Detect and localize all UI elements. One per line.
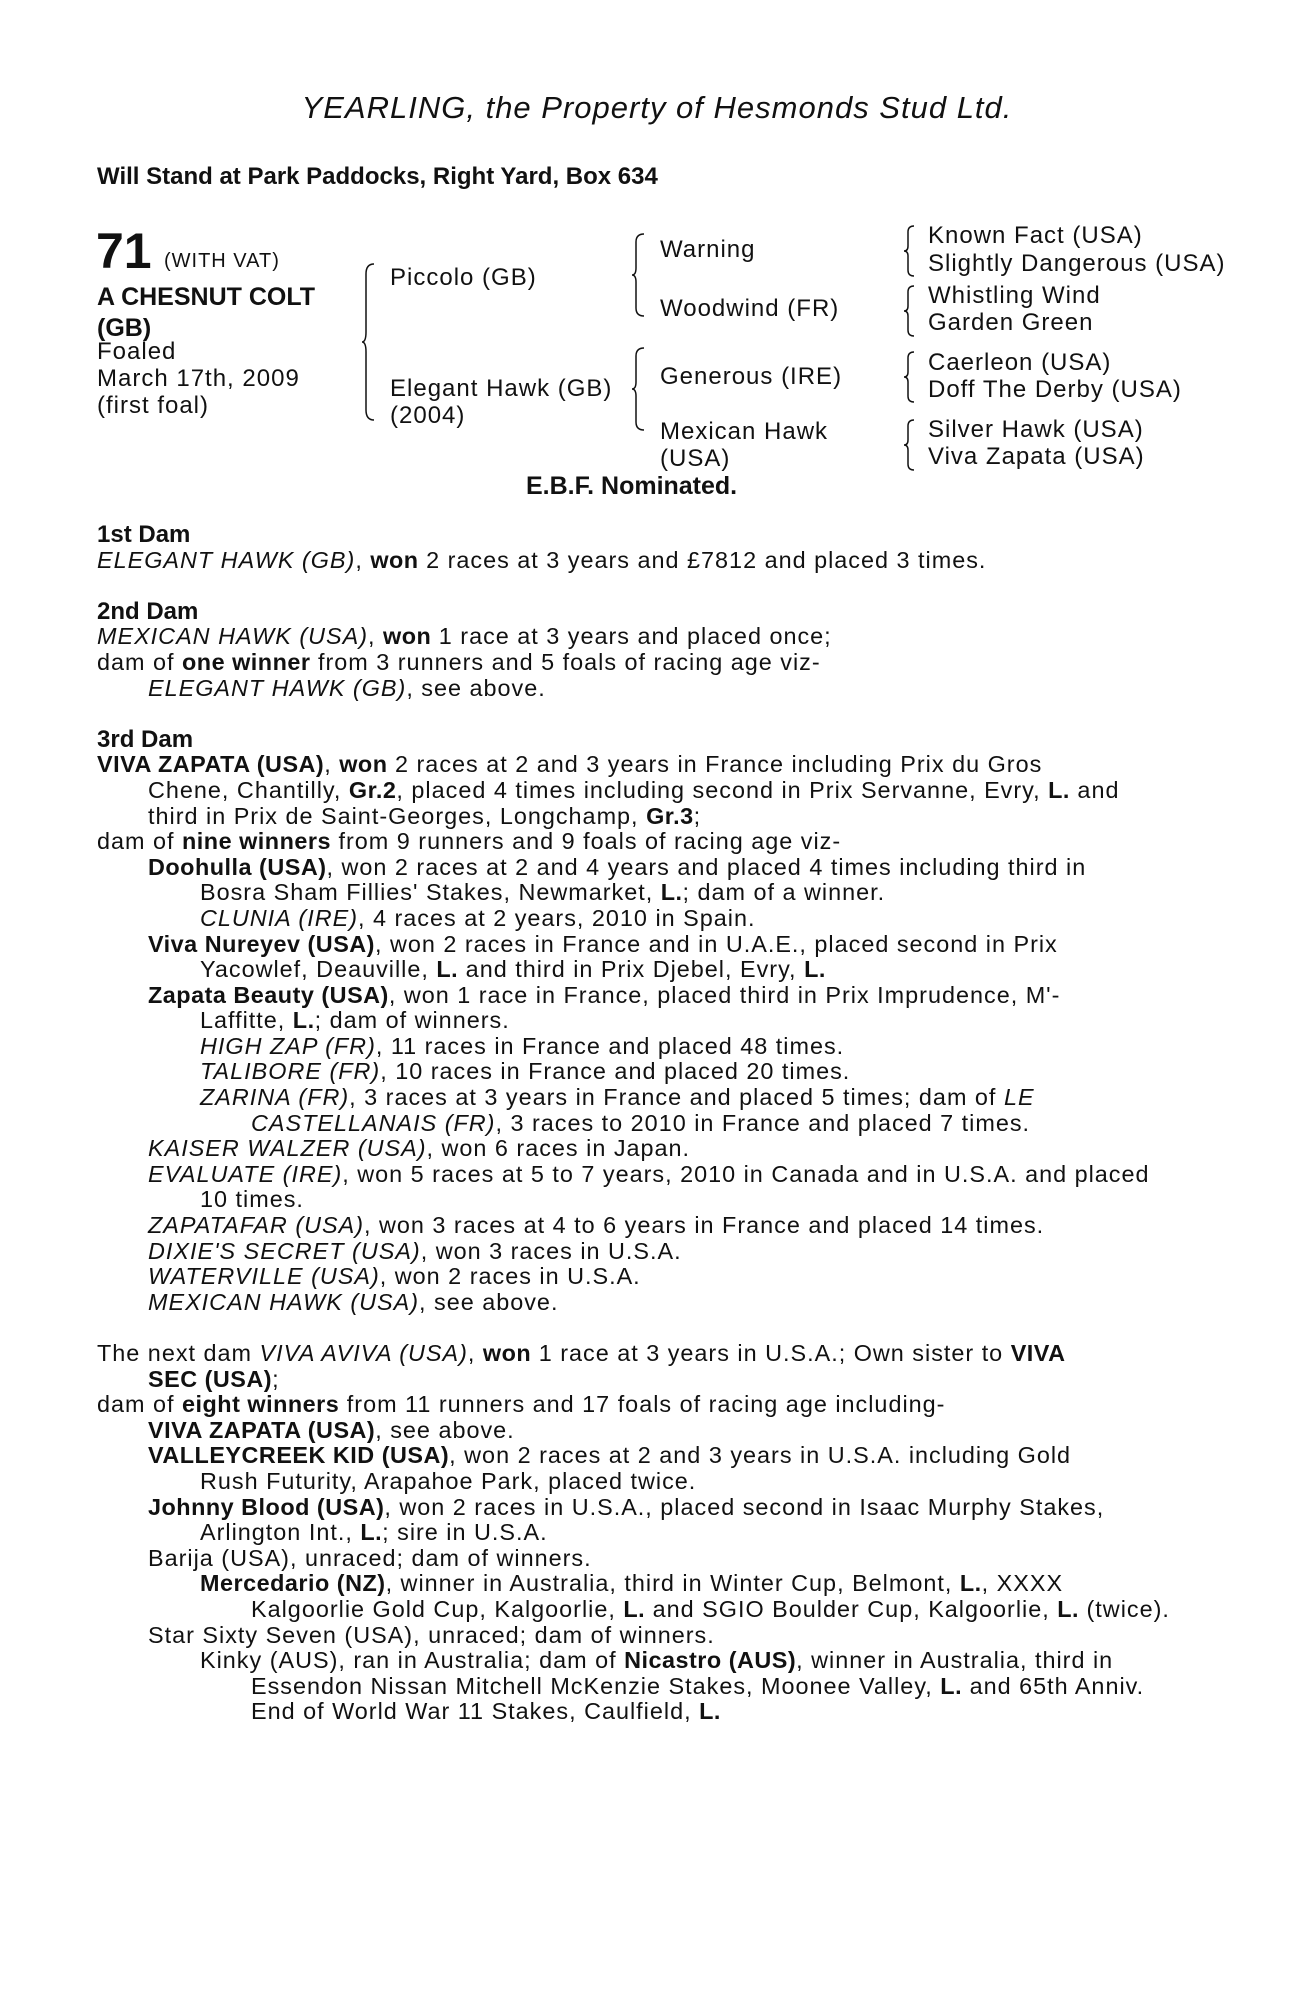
dam-dam-line-1: Mexican Hawk: [660, 418, 829, 445]
third-dam-line-14: ZARINA (FR), 3 races at 3 years in France and placed 5 times; dam of LE: [200, 1084, 1035, 1111]
lot-description: [97, 282, 315, 344]
dam-sire: Generous (IRE): [660, 363, 843, 390]
foaled-info: [97, 338, 300, 419]
next-dam-line-6: Rush Futurity, Arapahoe Park, placed twice.: [200, 1467, 697, 1494]
second-dam-line-2: dam of one winner from 3 runners and 5 foals of racing age viz-: [97, 648, 821, 675]
dam: [390, 375, 612, 429]
next-dam-line-5: VALLEYCREEK KID (USA), won 2 races at 2 and 3 years in U.S.A. including Gold: [148, 1442, 1072, 1469]
lot-number: 71: [96, 223, 152, 279]
second-dam-line-1: MEXICAN HAWK (USA), won 1 race at 3 years and placed once;: [97, 623, 832, 650]
third-dam-line-15: CASTELLANAIS (FR), 3 races to 2010 in France and placed 7 times.: [251, 1109, 1031, 1136]
ebf-nominated: E.B.F. Nominated.: [526, 472, 738, 500]
third-dam-line-6: Bosra Sham Fillies' Stakes, Newmarket, L.; dam of a winner.: [200, 879, 886, 906]
family-notes: [97, 522, 1207, 1725]
pedigree-brace-3d: [904, 418, 916, 472]
third-dam-line-18: 10 times.: [200, 1186, 304, 1213]
third-dam-line-13: TALIBORE (FR), 10 races in France and placed 20 times.: [200, 1058, 851, 1085]
next-dam-line-4: VIVA ZAPATA (USA), see above.: [148, 1416, 515, 1443]
dam-line-1: Elegant Hawk (GB): [390, 375, 613, 402]
dam-line-2: (2004): [390, 402, 466, 429]
next-dam-line-3: dam of eight winners from 11 runners and 17 foals of racing age including-: [97, 1391, 946, 1418]
sire-sire-dam: Slightly Dangerous (USA): [928, 250, 1226, 277]
third-dam-line-10: Zapata Beauty (USA), won 1 race in France, placed third in Prix Imprudence, M'-: [148, 981, 1061, 1008]
dam-dam-line-2: (USA): [660, 445, 731, 472]
third-dam-line-7: CLUNIA (IRE), 4 races at 2 years, 2010 in Spain.: [200, 904, 756, 931]
next-dam-line-10: Mercedario (NZ), winner in Australia, third in Winter Cup, Belmont, L., XXXX: [200, 1570, 1064, 1597]
vat-note: (WITH VAT): [164, 250, 280, 272]
pedigree-brace-2b: [632, 346, 646, 432]
page-header: YEARLING, the Property of Hesmonds Stud Ltd.: [301, 90, 1013, 125]
colt-line-2: (GB): [97, 314, 152, 342]
third-dam-line-9: Yacowlef, Deauville, L. and third in Prix Djebel, Evry, L.: [200, 956, 826, 983]
next-dam-line-15: End of World War 11 Stakes, Caulfield, L.: [251, 1698, 721, 1725]
next-dam-line-1: The next dam VIVA AVIVA (USA), won 1 race at 3 years in U.S.A.; Own sister to VIVA: [97, 1340, 1066, 1366]
foaled-line-1: Foaled: [97, 338, 177, 365]
third-dam-line-11: Laffitte, L.; dam of winners.: [200, 1007, 510, 1034]
next-dam-line-2: SEC (USA);: [148, 1365, 280, 1392]
third-dam-line-12: HIGH ZAP (FR), 11 races in France and placed 48 times.: [200, 1032, 845, 1059]
third-dam-line-19: ZAPATAFAR (USA), won 3 races at 4 to 6 years in France and placed 14 times.: [148, 1212, 1045, 1239]
third-dam-line-16: KAISER WALZER (USA), won 6 races in Japan.: [148, 1135, 691, 1162]
third-dam-heading: 3rd Dam: [97, 725, 194, 753]
third-dam-line-1: VIVA ZAPATA (USA), won 2 races at 2 and 3 years in France including Prix du Gros: [97, 751, 1043, 778]
third-dam-line-20: DIXIE'S SECRET (USA), won 3 races in U.S.A.: [148, 1237, 682, 1264]
first-dam-heading: 1st Dam: [97, 521, 191, 548]
sire-sire-sire: Known Fact (USA): [928, 222, 1143, 249]
next-dam-line-12: Star Sixty Seven (USA), unraced; dam of winners.: [148, 1621, 715, 1648]
second-dam-heading: 2nd Dam: [97, 597, 199, 625]
pedigree-brace-3a: [904, 224, 916, 278]
pedigree-brace-1: [362, 262, 376, 422]
pedigree-brace-2a: [632, 232, 646, 318]
dam-dam: [660, 418, 828, 472]
sire-sire: Warning: [660, 236, 756, 263]
third-dam-line-4: dam of nine winners from 9 runners and 9 foals of racing age viz-: [97, 828, 842, 855]
dam-sire-sire: Caerleon (USA): [928, 349, 1112, 376]
first-dam-line: ELEGANT HAWK (GB), won 2 races at 3 years and £7812 and placed 3 times.: [97, 546, 987, 573]
sire-dam-sire: Whistling Wind: [928, 282, 1101, 309]
sire-dam: Woodwind (FR): [660, 295, 840, 322]
dam-dam-sire: Silver Hawk (USA): [928, 416, 1144, 443]
third-dam-line-8: Viva Nureyev (USA), won 2 races in France and in U.A.E., placed second in Prix: [148, 930, 1058, 957]
next-dam-line-13: Kinky (AUS), ran in Australia; dam of Nicastro (AUS), winner in Australia, third in: [200, 1647, 1114, 1674]
foaled-line-2: March 17th, 2009: [97, 365, 300, 392]
third-dam-line-5: Doohulla (USA), won 2 races at 2 and 4 years and placed 4 times including third in: [148, 853, 1087, 880]
dam-dam-dam: Viva Zapata (USA): [928, 443, 1145, 470]
dam-sire-dam: Doff The Derby (USA): [928, 376, 1182, 403]
stand-location: Will Stand at Park Paddocks, Right Yard, Box 634: [97, 163, 658, 190]
next-dam-line-8: Arlington Int., L.; sire in U.S.A.: [200, 1519, 548, 1546]
colt-line-1: A CHESNUT COLT: [97, 283, 316, 311]
second-dam-line-3: ELEGANT HAWK (GB), see above.: [148, 674, 546, 701]
pedigree-brace-3c: [904, 350, 916, 404]
third-dam-line-2: Chene, Chantilly, Gr.2, placed 4 times including second in Prix Servanne, Evry, L. and: [148, 776, 1120, 803]
third-dam-line-22: MEXICAN HAWK (USA), see above.: [148, 1288, 559, 1315]
third-dam-line-21: WATERVILLE (USA), won 2 races in U.S.A.: [148, 1263, 641, 1290]
foaled-line-3: (first foal): [97, 392, 210, 419]
next-dam-line-7: Johnny Blood (USA), won 2 races in U.S.A., placed second in Isaac Murphy Stakes,: [148, 1493, 1105, 1520]
sire: Piccolo (GB): [390, 264, 537, 291]
next-dam-line-11: Kalgoorlie Gold Cup, Kalgoorlie, L. and SGIO Boulder Cup, Kalgoorlie, L. (twice).: [251, 1595, 1170, 1622]
pedigree-brace-3b: [904, 284, 916, 338]
third-dam-line-17: EVALUATE (IRE), won 5 races at 5 to 7 years, 2010 in Canada and in U.S.A. and placed: [148, 1160, 1150, 1187]
sire-dam-dam: Garden Green: [928, 309, 1094, 336]
next-dam-line-14: Essendon Nissan Mitchell McKenzie Stakes, Moonee Valley, L. and 65th Anniv.: [251, 1672, 1145, 1699]
third-dam-line-3: third in Prix de Saint-Georges, Longchamp, Gr.3;: [148, 802, 702, 829]
next-dam-line-9: Barija (USA), unraced; dam of winners.: [148, 1544, 592, 1571]
